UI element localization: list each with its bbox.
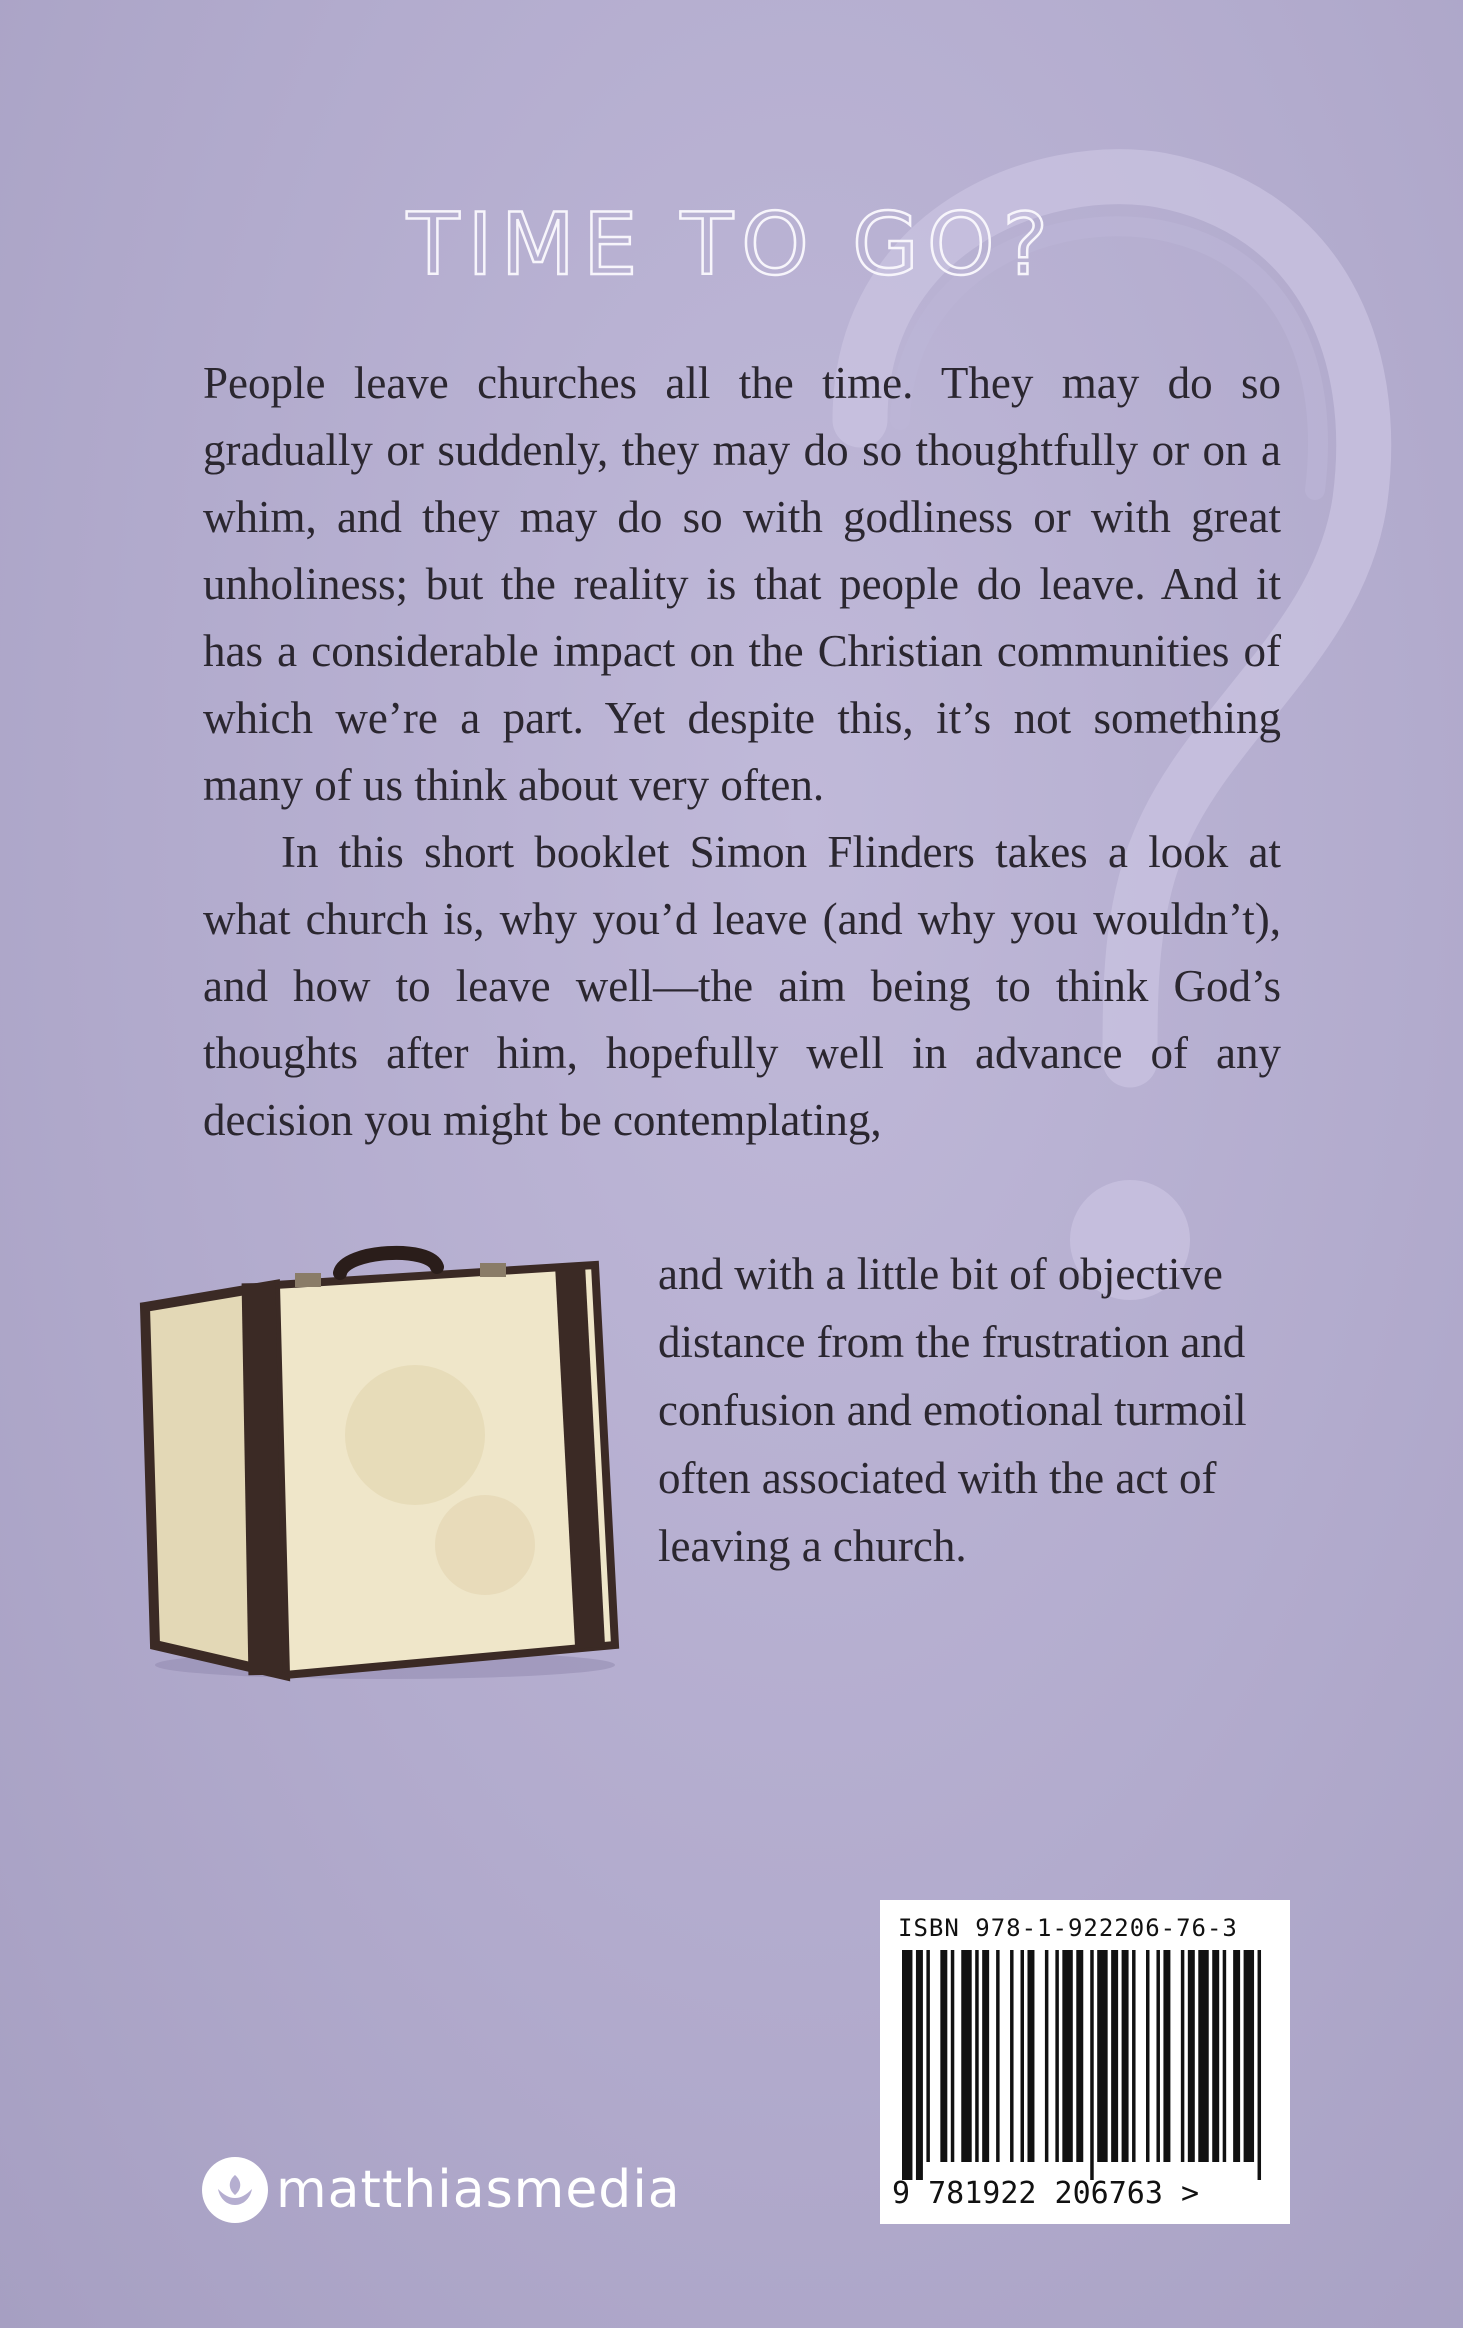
barcode-bar [951,1950,954,2162]
barcode-bar [996,1950,999,2162]
barcode-bar [1244,1950,1254,2162]
suitcase-image [125,1245,635,1685]
barcode-bar [940,1950,947,2162]
barcode-digits: 9 781922 206763 > [892,2176,1200,2211]
barcode-bar [1156,1950,1159,2162]
barcode-bar [1055,1950,1058,2162]
barcode-bar [1212,1950,1219,2162]
isbn-label: ISBN 978-1-922206-76-3 [898,1914,1238,1942]
barcode-bar [916,1950,923,2180]
barcode-bar [1027,1950,1034,2162]
barcode-bar [1258,1950,1261,2180]
barcode-bar [1090,1950,1093,2180]
barcode-bar [1188,1950,1195,2162]
isbn-barcode [880,1900,1290,2224]
publisher-name: matthiasmedia [276,2160,681,2220]
barcode-bar [1122,1950,1129,2162]
barcode-bar [926,1950,929,2162]
blurb-paragraph-1: People leave churches all the time. They may do so gradually or suddenly, they may do so thoughtfully or on a whim, and they may do so with godliness or with great unholiness; but the reality is that people do leave. And it has a considerable impact on the Christian communities of which we’re a part. Yet despite this, it’s not something many of us think about very often. [203,358,1281,810]
blurb-paragraph-2: In this short booklet Simon Flinders takes a look at what church is, why you’d leave (and why you wouldn’t), and how to leave well—the aim being to think God’s thoughts after him, hopefully well in advance of any decision you might be contemplating, [203,827,1281,1145]
publisher-logo-icon [202,2157,268,2223]
barcode-bar [1111,1950,1118,2162]
cover-title: TIME TO GO? [406,195,1057,295]
blurb-paragraph-3: and with a little bit of objective distance from the frustration and confusion and emotional turmoil often associated with the act of leaving a church. [658,1249,1247,1571]
barcode-bar [1045,1950,1048,2162]
publisher-logo [202,2150,681,2230]
blurb-paragraph-3-wrapper [658,1240,1286,1580]
barcode-bar [1132,1950,1135,2162]
barcode-bar [982,1950,989,2162]
barcode-bar [1076,1950,1083,2162]
barcode-bar [1146,1950,1149,2162]
blurb-text [203,350,1281,1154]
barcode-bar [1163,1950,1170,2162]
barcode-bar [961,1950,971,2162]
barcode-bar [1181,1950,1184,2162]
barcode-bar [1198,1950,1208,2162]
barcode-bar [1223,1950,1226,2162]
barcode-bar [1233,1950,1240,2162]
barcode-bar [902,1950,912,2180]
barcode-bar [1062,1950,1072,2162]
barcode-bar [975,1950,978,2162]
barcode-bar [1021,1950,1024,2162]
barcode-bar [1010,1950,1013,2162]
barcode-bars [898,1950,1272,2180]
barcode-bar [1097,1950,1107,2162]
